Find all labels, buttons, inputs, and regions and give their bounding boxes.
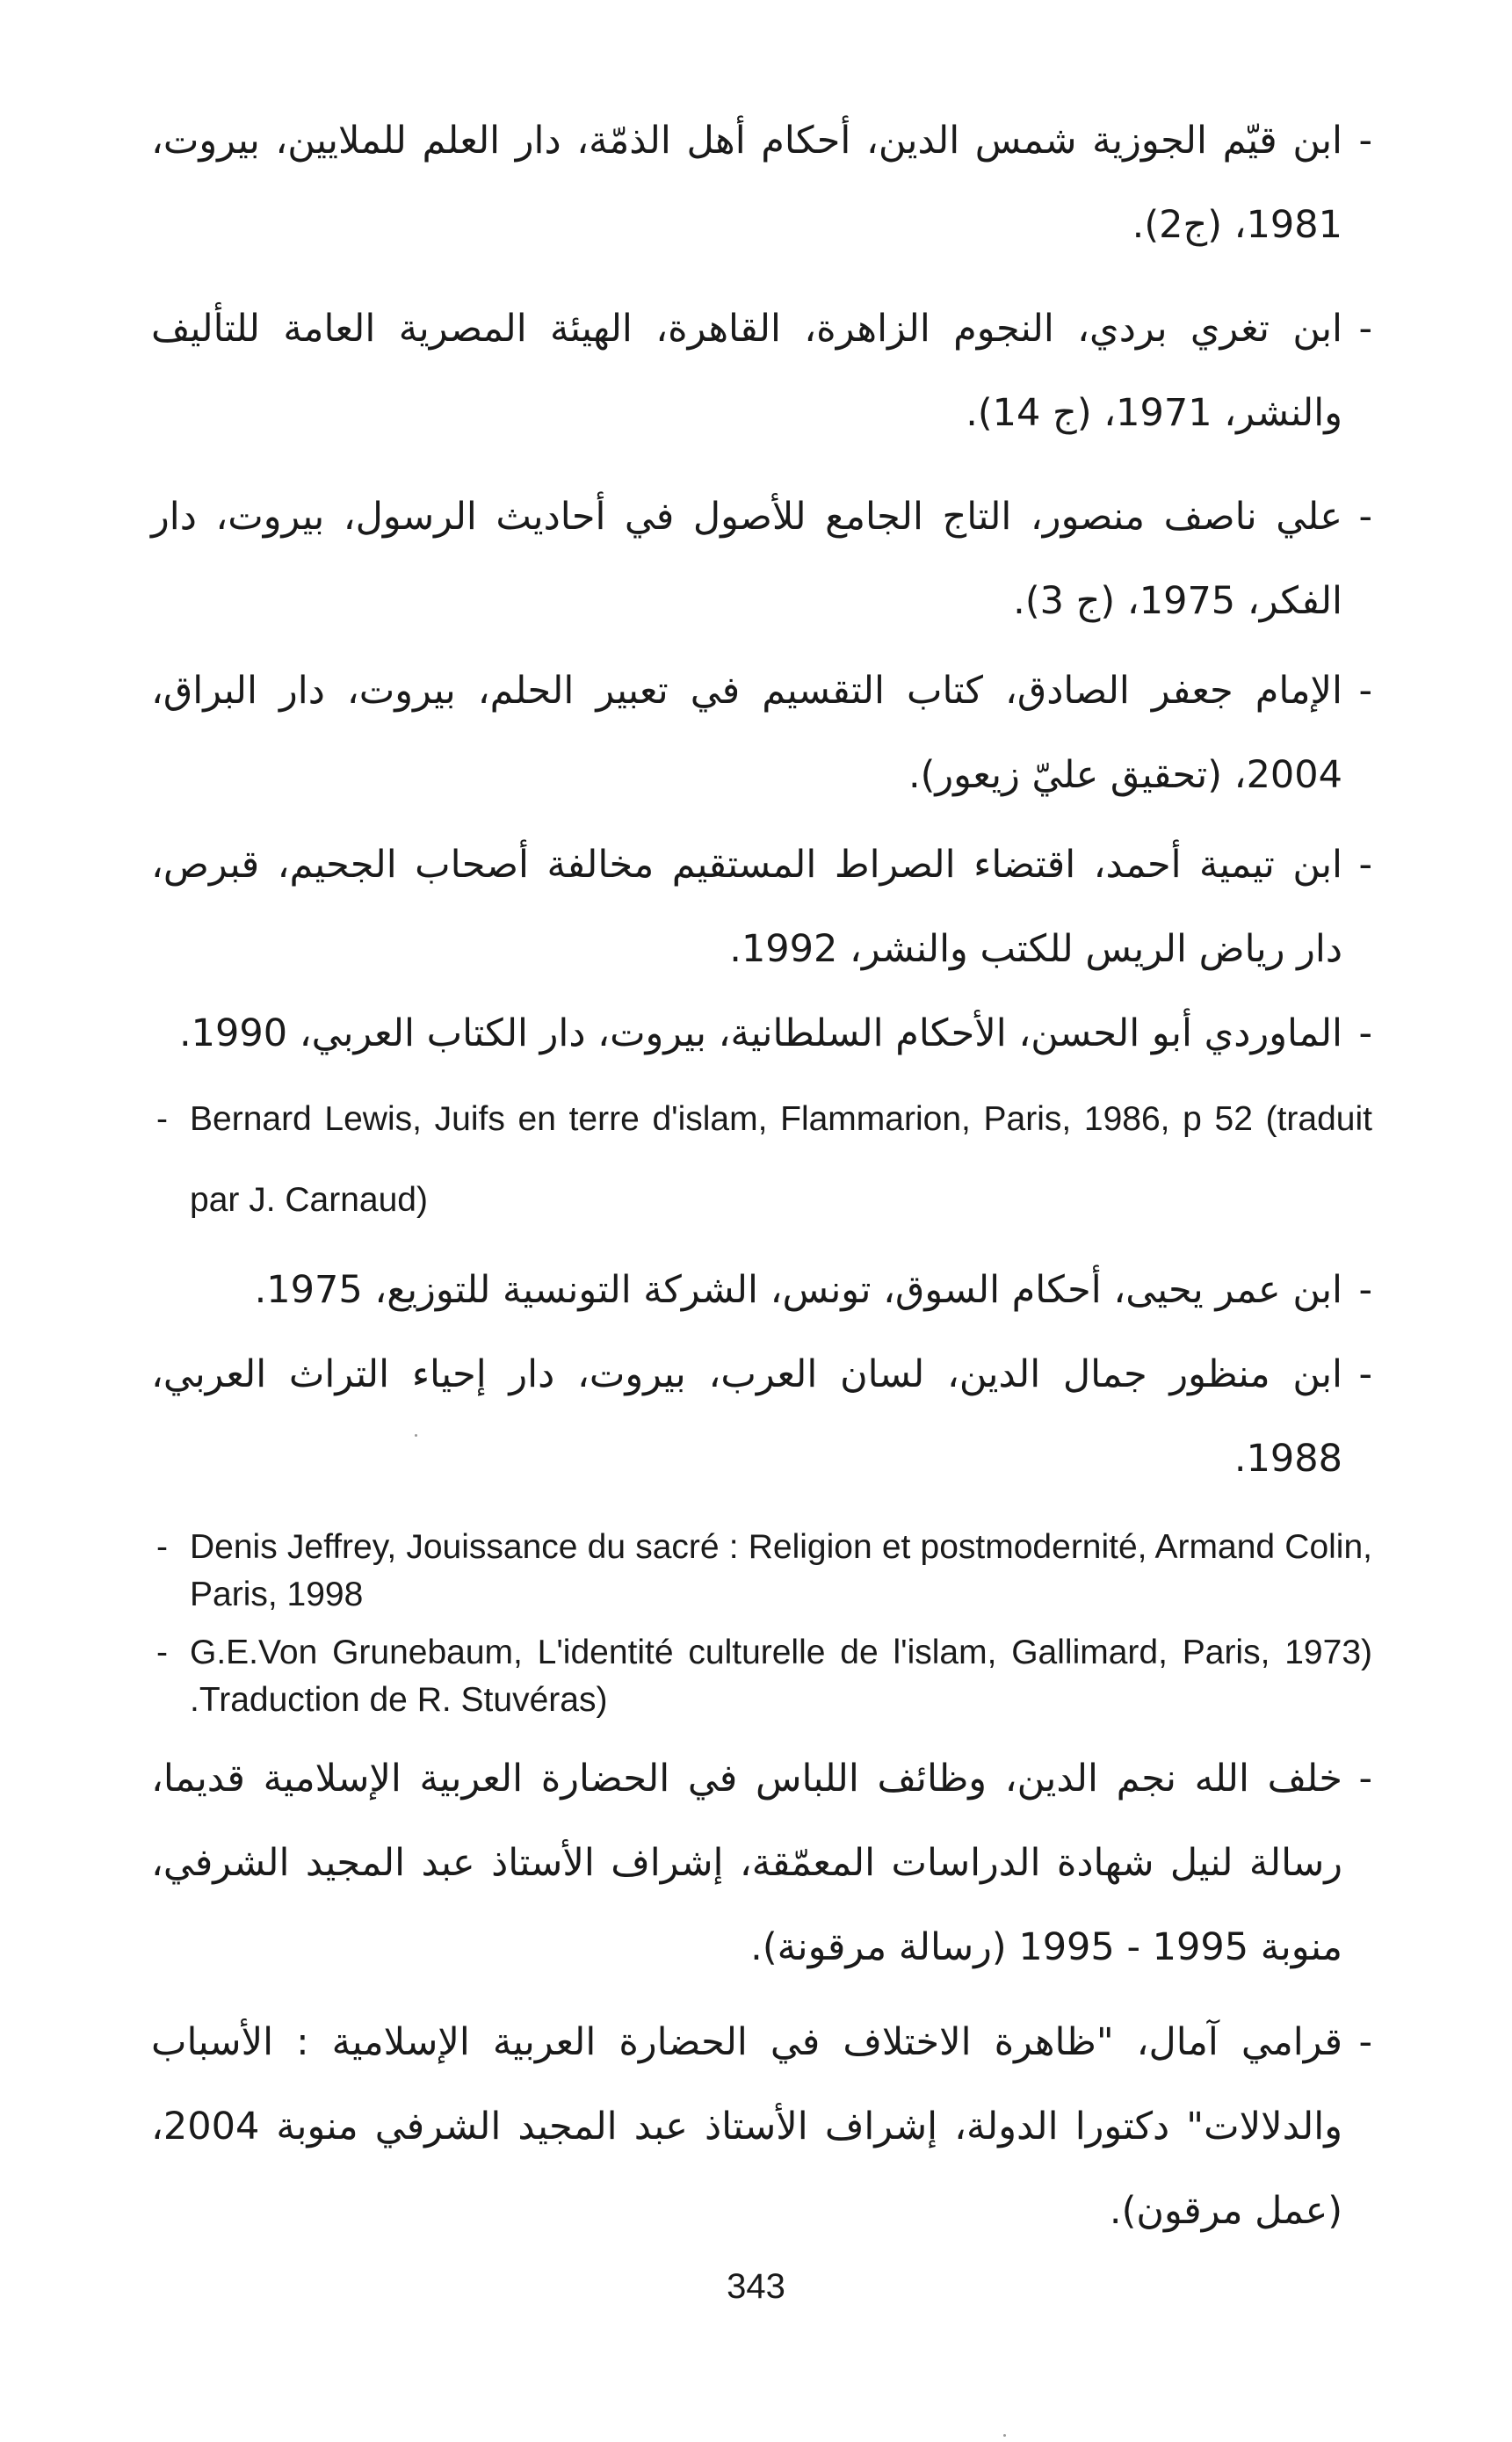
- bibliography-entry: - G.E.Von Grunebaum, L'identité culturelle de l'islam, Gallimard, Paris, 1973) .Traduction de R. Stuvéras): [151, 1629, 1372, 1724]
- bibliography-entry: - Bernard Lewis, Juifs en terre d'islam, Flammarion, Paris, 1986, p 52 (traduit par J. Carnaud): [151, 1079, 1372, 1241]
- bibliography-entry: - ابن عمر يحيى، أحكام السوق، تونس، الشركة التونسية للتوزيع، 1975.: [151, 1248, 1372, 1332]
- bibliography-entry: - الماوردي أبو الحسن، الأحكام السلطانية، بيروت، دار الكتاب العربي، 1990.: [151, 991, 1372, 1076]
- bibliography-entry: - ابن قيّم الجوزية شمس الدين، أحكام أهل الذمّة، دار العلم للملايين، بيروت، 1981، (ج2).: [151, 98, 1372, 267]
- bibliography-entry: - ابن منظور جمال الدين، لسان العرب، بيروت، دار إحياء التراث العربي، 1988.: [151, 1332, 1372, 1501]
- bibliography-list: [151, 98, 1372, 2253]
- scan-speck: [1003, 2434, 1006, 2437]
- bibliography-entry: - ابن تغري بردي، النجوم الزاهرة، القاهرة، الهيئة المصرية العامة للتأليف والنشر، 1971، (ج 14).: [151, 286, 1372, 455]
- bibliography-entry: - علي ناصف منصور، التاج الجامع للأصول في أحاديث الرسول، بيروت، دار الفكر، 1975، (ج 3).: [151, 475, 1372, 643]
- scan-speck: [415, 1434, 417, 1437]
- bibliography-entry: - الإمام جعفر الصادق، كتاب التقسيم في تعبير الحلم، بيروت، دار البراق، 2004، (تحقيق عليّ زيعور).: [151, 649, 1372, 817]
- page-number: 343: [727, 2267, 785, 2306]
- bibliography-entry: - ابن تيمية أحمد، اقتضاء الصراط المستقيم مخالفة أصحاب الجحيم، قبرص، دار رياض الريس للكتب والنشر، 1992.: [151, 822, 1372, 991]
- bibliography-entry: - Denis Jeffrey, Jouissance du sacré : Religion et postmodernité, Armand Colin, Paris, 1998: [151, 1524, 1372, 1619]
- bibliography-entry: - قرامي آمال، "ظاهرة الاختلاف في الحضارة العربية الإسلامية : الأسباب والدلالات" دكتورا الدولة، إشراف الأستاذ عبد المجيد الشرفي منوبة 2004، (عمل مرقون).: [151, 2000, 1372, 2253]
- bibliography-entry: - خلف الله نجم الدين، وظائف اللباس في الحضارة العربية الإسلامية قديما، رسالة لنيل شهادة الدراسات المعمّقة، إشراف الأستاذ عبد المجيد الشرفي، منوبة 1995 - 1995 (رسالة مرقونة).: [151, 1736, 1372, 1989]
